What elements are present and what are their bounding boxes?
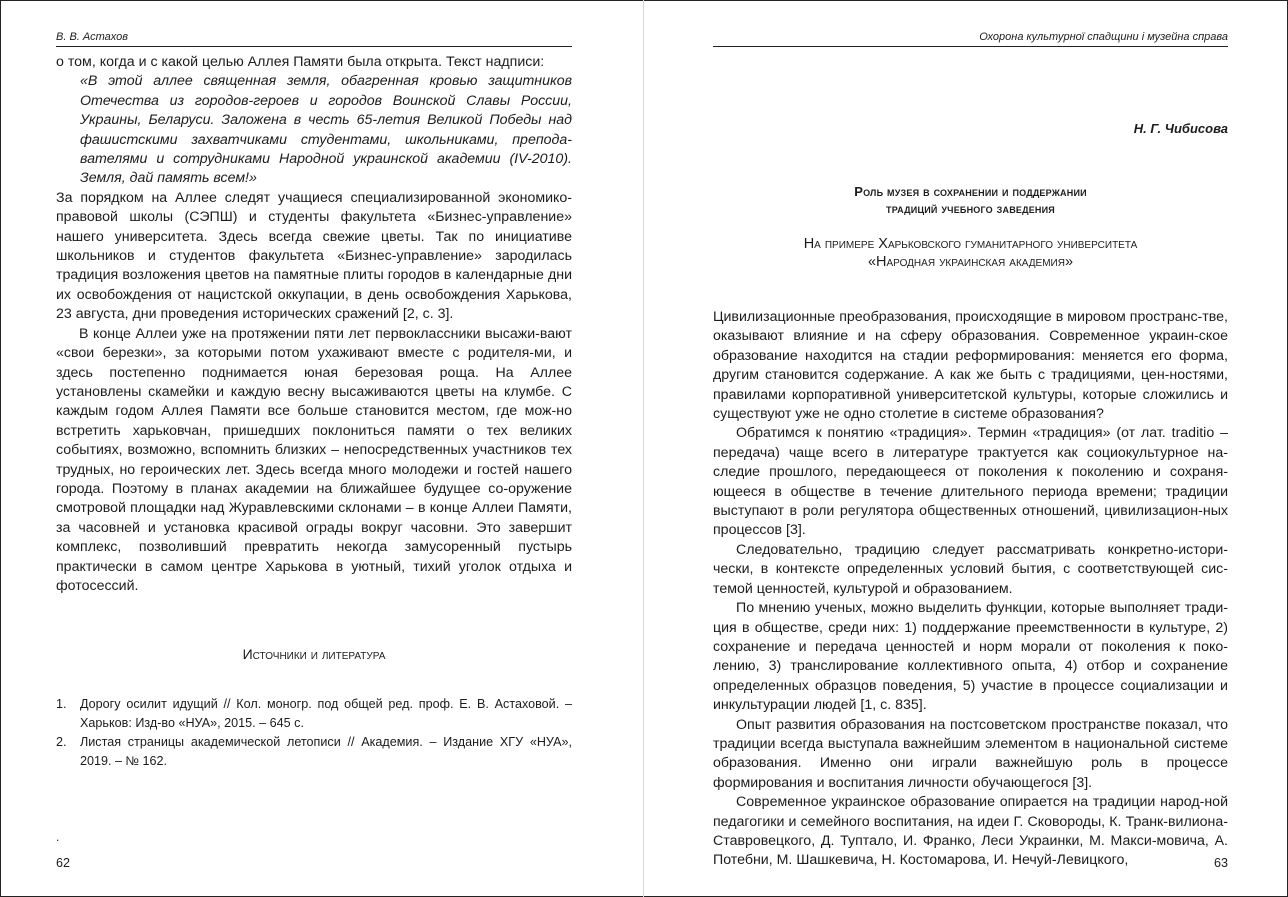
right-paragraph-1: Цивилизационные преобразования, происходящие в мировом пространс-тве, оказывают влияние и на сферу образования. Современное украин-ское образование находится на стадии реформирования: меняется его форма, другим становится содержание. А как же быть с традициями, цен-ностями, правилами корпоративной университетской культуры, которые сложились и существуют уже не одно столетие в системе образования? xyxy=(713,309,1228,423)
right-paragraph-5: Опыт развития образования на постсоветском пространстве показал, что традиции всегда выступала важнейшим элементом в национальной системе образования. Именно они играли важнейшую роль в процессе формирования и воспитания личности обучающегося [3]. xyxy=(713,716,1228,791)
reference-item xyxy=(56,733,572,771)
article-subtitle-line-2: «Народная украинская академия» xyxy=(867,254,1074,270)
left-page-number: 62 xyxy=(56,856,71,870)
left-body-text xyxy=(56,53,572,596)
left-running-head: В. В. Астахов xyxy=(56,31,572,47)
right-paragraph-4: По мнению ученых, можно выделить функции, которые выполняет тради-ция в обществе, среди них: 1) поддержание преемственности в культуре, 2) сохранение и передача ценностей и норм морали от поколения к поко-лению, 3) транслирование коллективного опыта, 4) отбор и сохранение определенных образцов поведения, 5) участие в процессе социализации и инкультурации людей [1, с. 835]. xyxy=(713,600,1228,714)
inscription-quote: «В этой аллее священная земля, обагренная кровью защитников Отечества из городов-героев и городов Воинской Славы России, Украины, Беларуси. Заложена в честь 65-летия Великой Победы над фашистскими захватчиками студентами, школьниками, препода-вателями и сотрудниками Народной украинской академии (IV-2010). Земля, дай память всем!» xyxy=(80,73,572,187)
sources-heading: Источники и литература xyxy=(242,646,386,662)
left-paragraph-1: За порядком на Аллее следят учащиеся специализированной экономико-правовой школы (СЭПШ) и студенты факультета «Бизнес-управление» нашего университета. Здесь всегда свежие цветы. Так по инициативе школьников и студентов факультета «Бизнес-управление» зародилась традиция возложения цветов на памятные плиты городов в календарные дни их освобождения от нацистской оккупации, в день освобождения Харькова, 23 августа, дни проведения исторических сражений [2, с. 3]. xyxy=(56,189,572,323)
reference-list xyxy=(56,695,572,771)
stray-mark: . xyxy=(56,830,60,844)
right-page xyxy=(713,0,1228,897)
right-running-head: Охорона культурної спадщини і музейна справа xyxy=(713,31,1228,47)
right-body-text xyxy=(713,308,1228,871)
left-page xyxy=(56,0,572,897)
reference-number: 2. xyxy=(56,735,67,749)
left-paragraph-2: В конце Аллеи уже на протяжении пяти лет первоклассники высажи-вают «свои березки», за которыми потом ухаживают вместе с родителя-ми, и здесь постепенно поднимается юная березовая роща. На Аллее установлены скамейки и каждую весну высаживаются цветы на клумбе. С каждым годом Аллея Памяти все больше становится местом, где мож-но встретить харьковчан, пришедших поклониться памяти о тех великих событиях, возможно, вспомнить близких – непосредственных участников тех трудных, но героических лет. Здесь всегда много молодежи и гостей нашего города. Поэтому в планах академии на ближайшее будущее со-оружение смотровой площадки над Журавлевскими склонами – в конце Аллеи Памяти, за часовней и установка красивой ограды вокруг часовни. Это завершит комплекс, позволивший превратить некогда замусоренный пустырь практически в самом центре Харькова в уютный, тихий уголок отдыха и фотосессий. xyxy=(56,325,572,594)
right-paragraph-3: Следовательно, традицию следует рассматривать конкретно-истори-чески, в контексте определенных условий бытия, с соответствующей сис-темой ценностей, культурой и образованием. xyxy=(713,541,1228,597)
article-subtitle-line-1: На примере Харьковского гуманитарного университета xyxy=(803,236,1138,252)
reference-text: Дорогу осилит идущий // Кол. моногр. под общей ред. проф. Е. В. Астаховой. – Харьков: Изд-во «НУА», 2015. – 645 с. xyxy=(80,697,572,730)
reference-item xyxy=(56,695,572,733)
right-page-number: 63 xyxy=(1213,856,1228,870)
article-title xyxy=(713,183,1228,217)
right-paragraph-6: Современное украинское образование опирается на традиции народ-ной педагогики и семейного воспитания, на идеи Г. Сковороды, К. Транк-вилиона-Ставровецкого, Д. Туптало, И. Франко, Леси Украинки, М. Макси-мовича, А. Потебни, М. Шашкевича, Н. Костомарова, И. Нечуй-Левицкого, xyxy=(713,794,1228,869)
book-spine xyxy=(643,0,644,897)
article-author: Н. Г. Чибисова xyxy=(1133,121,1228,136)
article-title-line-1: Роль музея в сохранении и поддержании xyxy=(854,184,1087,199)
right-paragraph-2: Обратимся к понятию «традиция». Термин «традиция» (от лат. traditio – передача) чаще всего в литературе трактуется как социокультурное на-следие прошлого, передающееся от поколения к поколению и сохраня-ющееся в обществе в течение длительного периода времени; традиции выступают в роли регулятора общественных отношений, цивилизацион-ных процессов [3]. xyxy=(713,425,1228,539)
left-intro-paragraph: о том, когда и с какой целью Аллея Памяти была открыта. Текст надписи: xyxy=(56,54,545,70)
reference-text: Листая страницы академической летописи // Академия. – Издание ХГУ «НУА», 2019. – № 162. xyxy=(80,735,572,768)
reference-number: 1. xyxy=(56,697,67,711)
article-title-line-2: традиций учебного заведения xyxy=(886,201,1055,216)
article-subtitle xyxy=(713,235,1228,271)
